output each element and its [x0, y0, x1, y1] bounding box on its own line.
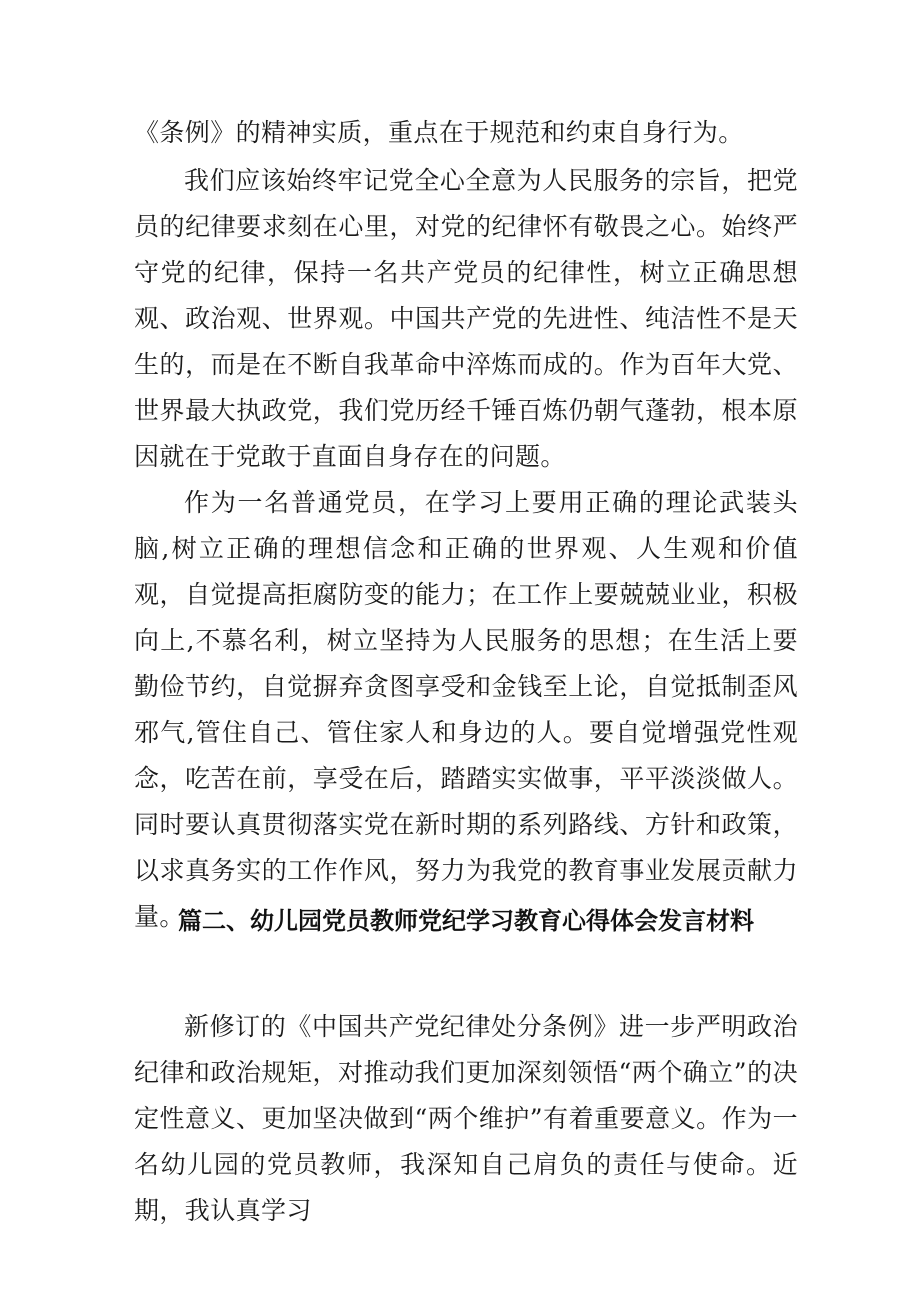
paragraph-continuation: 《条例》的精神实质，重点在于规范和约束自身行为。: [134, 118, 744, 147]
paragraph-party-discipline: 我们应该始终牢记党全心全意为人民服务的宗旨，把党员的纪律要求刻在心里，对党的纪律怀有敬畏之心。始终严守党的纪律，保持一名共产党员的纪律性，树立正确思想观、政治观、世界观。中国共产党的先进性、纯洁性不是天生的，而是在不断自我革命中淬炼而成的。作为百年大党、世界最大执政党，我们党历经千锤百炼仍朝气蓬勃，根本原因就在于党敢于直面自身存在的问题。: [134, 166, 798, 471]
paragraph-ordinary-member: 作为一名普通党员，在学习上要用正确的理论武装头脑,树立正确的理想信念和正确的世界观、人生观和价值观，自觉提高拒腐防变的能力；在工作上要兢兢业业，积极向上,不慕名利，树立坚持为人民服务的思想；在生活上要勤俭节约，自觉摒弃贪图享受和金钱至上论，自觉抵制歪风邪气,管住自己、管住家人和身边的人。要自觉增强党性观念，吃苦在前，享受在后，踏踏实实做事，平平淡淡做人。同时要认真贯彻落实党在新时期的系列路线、方针和政策，以求真务实的工作作风，努力为我党的教育事业发展贡献力量。: [134, 488, 798, 931]
paragraph-section-intro: 新修订的《中国共产党纪律处分条例》进一步严明政治纪律和政治规矩，对推动我们更加深刻领悟“两个确立”的决定性意义、更加坚决做到“两个维护”有着重要意义。作为一名幼儿园的党员教师，我深知自己肩负的责任与使命。近期，我认真学习: [134, 1012, 798, 1225]
section-heading: 篇二、幼儿园党员教师党纪学习教育心得体会发言材料: [178, 907, 754, 935]
